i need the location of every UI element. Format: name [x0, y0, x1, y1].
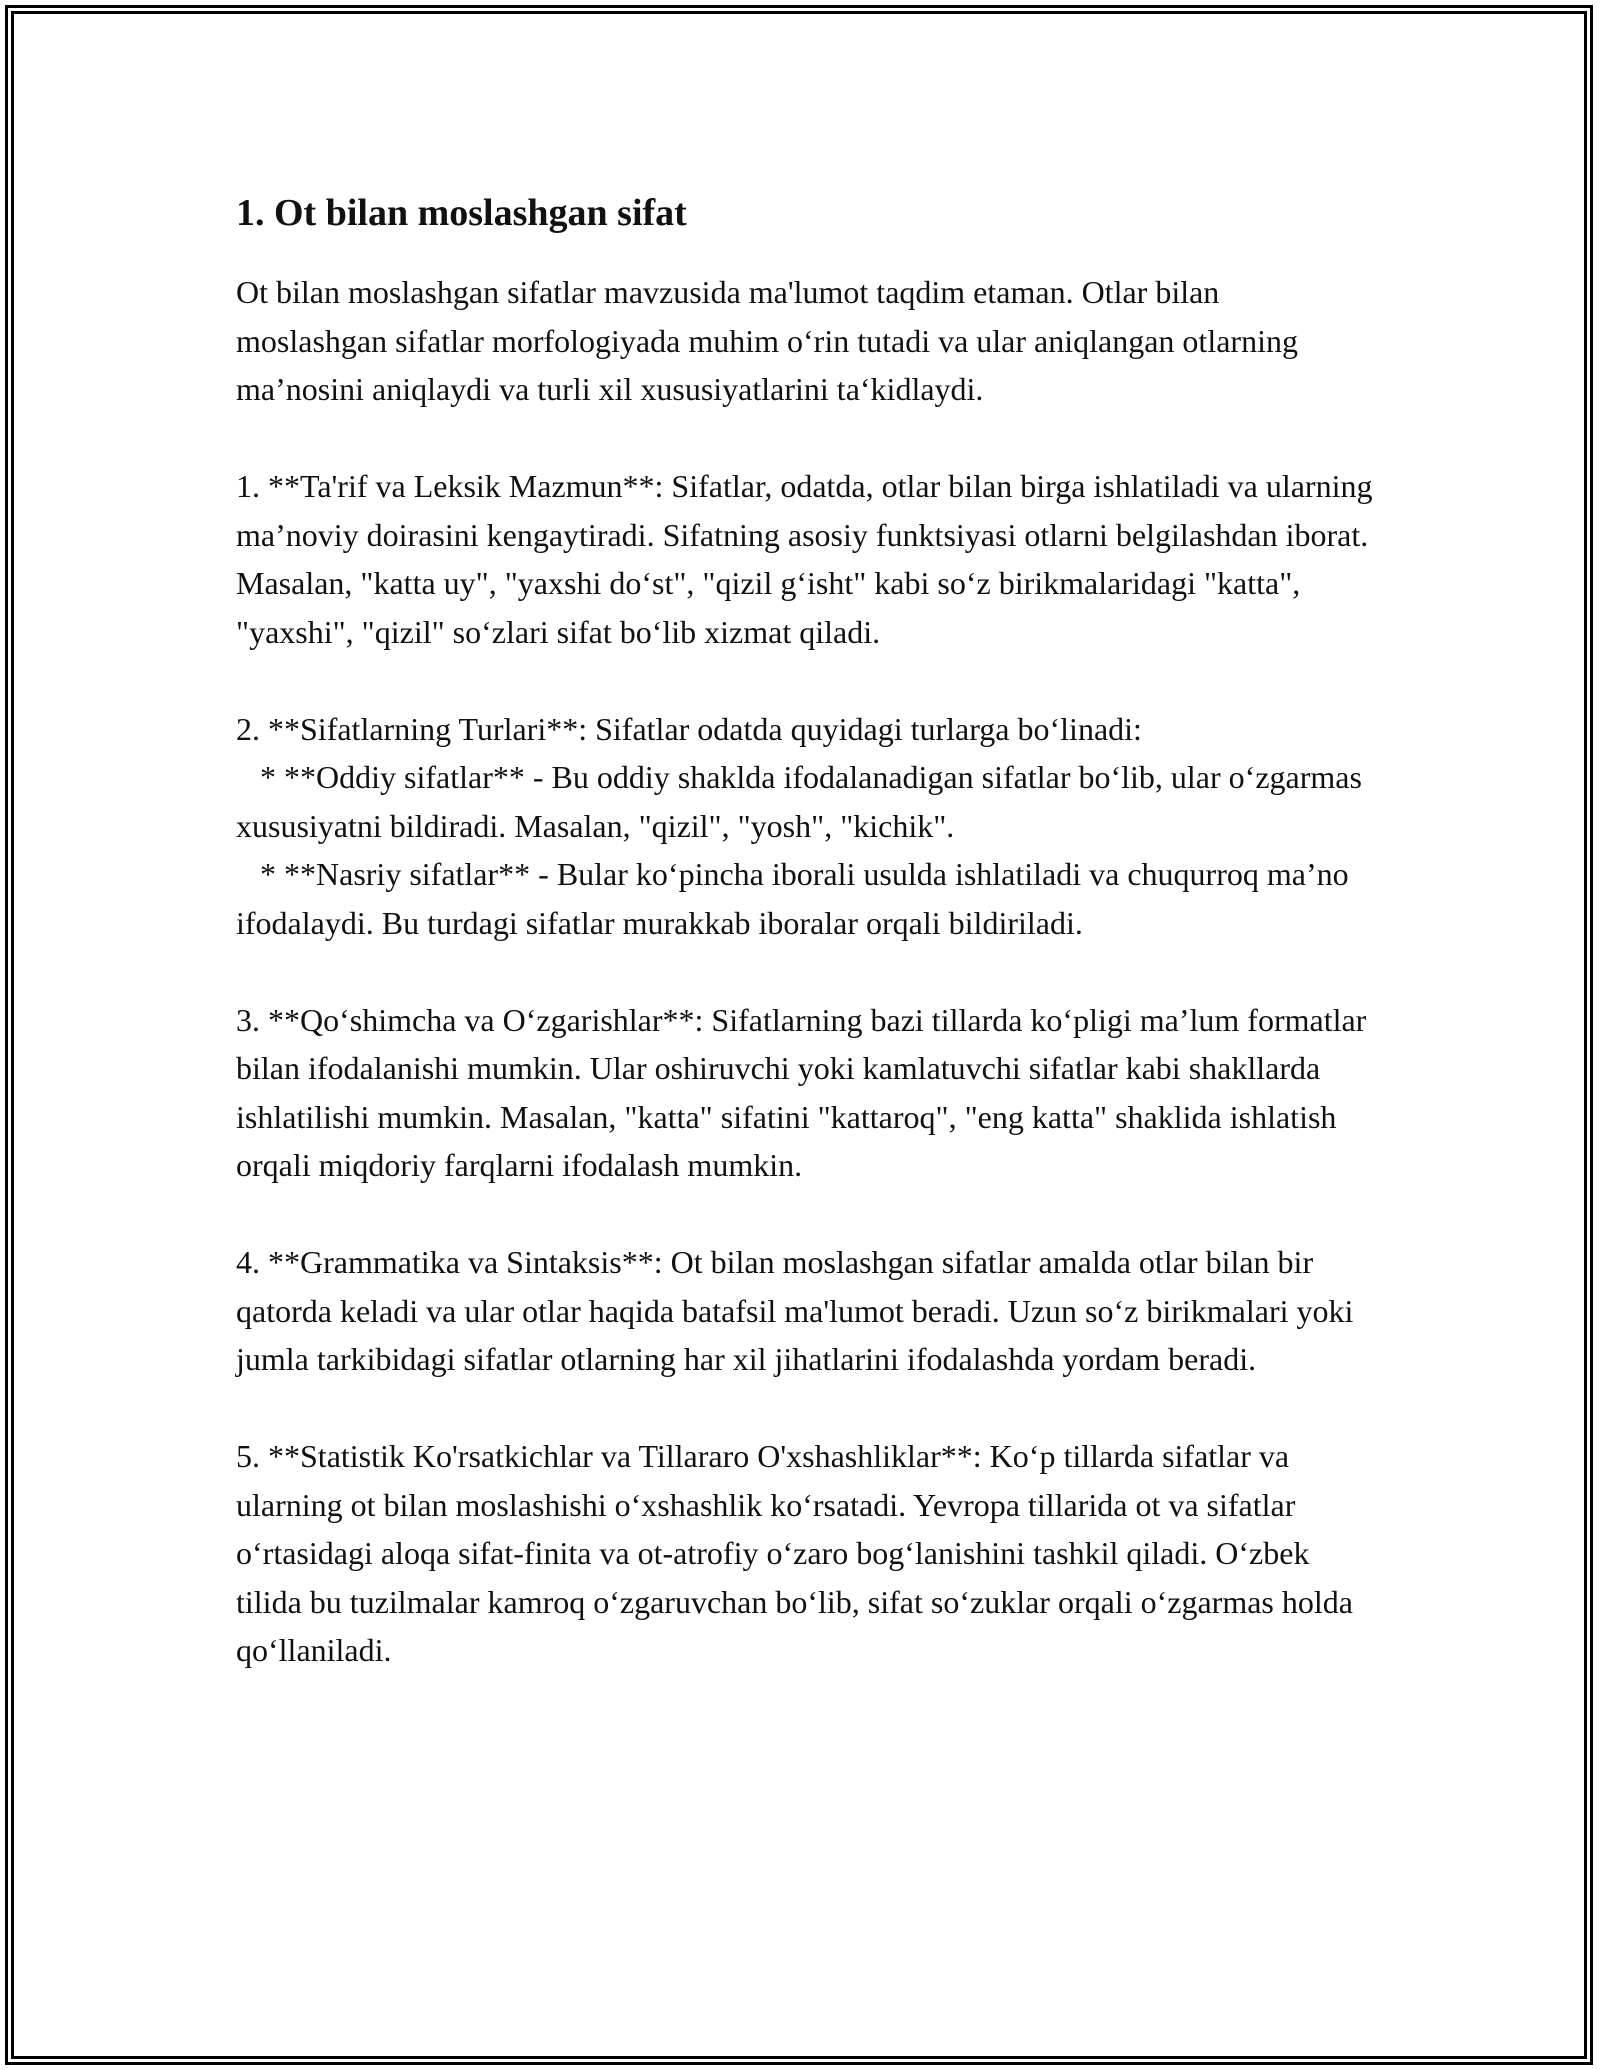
paragraph-types: 2. **Sifatlarning Turlari**: Sifatlar odatda quyidagi turlarga bo‘linadi: * **Oddiy sifatlar** - Bu oddiy shaklda ifodalanadigan sifatlar bo‘lib, ular o‘zgarmas xususiyatni bildiradi. Masalan, "qizil", "yosh", "kichik". * **Nasriy sifatlar** - Bular ko‘pincha iborali usulda ishlatiladi va chuqurroq ma’no ifodalaydi. Bu turdagi sifatlar murakkab iboralar orqali bildiriladi. — [236, 710, 1362, 941]
paragraph-definition: 1. **Ta'rif va Leksik Mazmun**: Sifatlar, odatda, otlar bilan birga ishlatiladi va ularning ma’noviy doirasini kengaytiradi. Sifatning asosiy funktsiyasi otlarni belgilashdan iborat. Masalan, "katta uy", "yaxshi do‘st", "qizil g‘isht" kabi so‘z birikmalaridagi "katta", "yaxshi", "qizil" so‘zlari sifat bo‘lib xizmat qiladi. — [236, 468, 1381, 650]
paragraph-intro: Ot bilan moslashgan sifatlar mavzusida ma'lumot taqdim etaman. Otlar bilan moslashgan sifatlar morfologiyada muhim o‘rin tutadi va ular aniqlangan otlarning ma’nosini aniqlaydi va turli xil xususiyatlarini ta‘kidlaydi. — [236, 274, 1306, 407]
document-title: 1. Ot bilan moslashgan sifat — [236, 192, 687, 234]
paragraph-grammar: 4. **Grammatika va Sintaksis**: Ot bilan moslashgan sifatlar amalda otlar bilan bir qatorda keladi va ular otlar haqida batafsil ma'lumot beradi. Uzun so‘z birikmalari yoki jumla tarkibidagi sifatlar otlarning har xil jihatlarini ifodalashda yordam beradi. — [236, 1244, 1362, 1377]
document-body — [236, 188, 1381, 1723]
paragraph-statistics: 5. **Statistik Ko'rsatkichlar va Tillararo O'xshashliklar**: Ko‘p tillarda sifatlar va ularning ot bilan moslashishi o‘xshashlik ko‘rsatadi. Yevropa tillarida ot va sifatlar o‘rtasidagi aloqa sifat-finita va ot-atrofiy o‘zaro bog‘lanishini tashkil qiladi. O‘zbek tilida bu tuzilmalar kamroq o‘zgaruvchan bo‘lib, sifat so‘zuklar orqali o‘zgarmas holda qo‘llaniladi. — [236, 1438, 1361, 1668]
paragraph-suffixes: 3. **Qo‘shimcha va O‘zgarishlar**: Sifatlarning bazi tillarda ko‘pligi ma’lum formatlar bilan ifodalanishi mumkin. Ular oshiruvchi yoki kamlatuvchi sifatlar kabi shakllarda ishlatilishi mumkin. Masalan, "katta" sifatini "kattaroq", "eng katta" shaklida ishlatish orqali miqdoriy farqlarni ifodalash mumkin. — [236, 1001, 1375, 1183]
